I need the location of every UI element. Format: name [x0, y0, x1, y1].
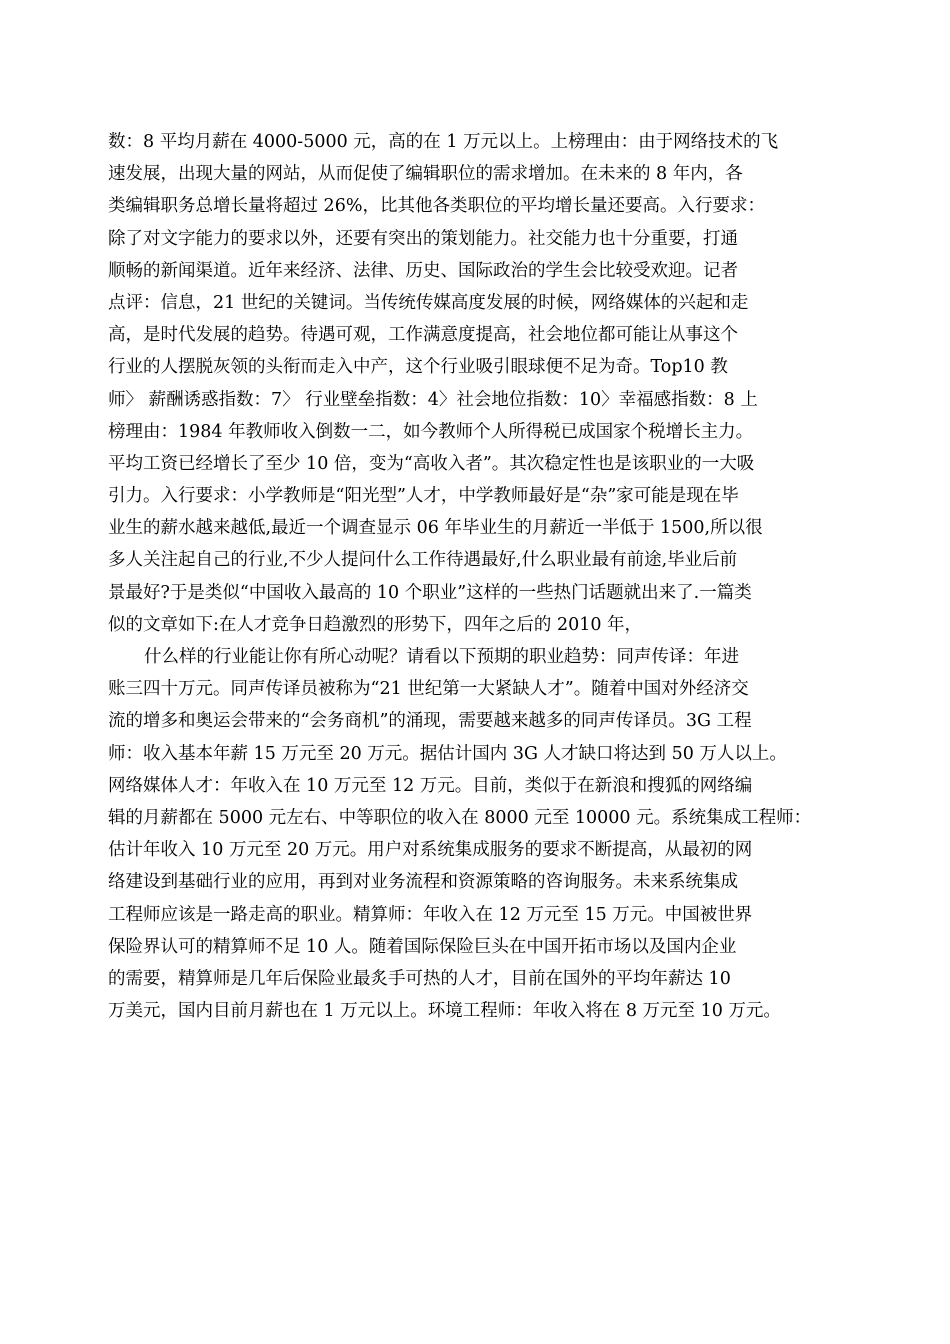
text-line: 络建设到基础行业的应用，再到对业务流程和资源策略的咨询服务。未来系统集成 — [108, 872, 738, 893]
text-line: 景最好?于是类似“中国收入最高的 10 个职业”这样的一些热门话题就出来了.一篇类 — [108, 582, 752, 603]
text-line: 账三四十万元。同声传译员被称为“21 世纪第一大紧缺人才”。随着中国对外经济交 — [108, 679, 749, 700]
text-line: 类编辑职务总增长量将超过 26%，比其他各类职位的平均增长量还要高。入行要求： — [108, 196, 765, 217]
text-line: 榜理由：1984 年教师收入倒数一二，如今教师个人所得税已成国家个税增长主力。 — [108, 421, 754, 442]
text-line: 辑的月薪都在 5000 元左右、中等职位的收入在 8000 元至 10000 元。系统集成工程师： — [108, 807, 812, 828]
text-line: 万美元，国内目前月薪也在 1 万元以上。环境工程师：年收入将在 8 万元至 10 万元。 — [108, 1001, 781, 1022]
text-line: 速发展，出现大量的网站，从而促使了编辑职位的需求增加。在未来的 8 年内，各 — [108, 164, 743, 185]
text-line: 顺畅的新闻渠道。近年来经济、法律、历史、国际政治的学生会比较受欢迎。记者 — [108, 260, 738, 281]
text-line: 多人关注起自己的行业,不少人提问什么工作待遇最好,什么职业最有前途,毕业后前 — [108, 550, 738, 571]
text-line: 数：8 平均月薪在 4000-5000 元，高的在 1 万元以上。上榜理由：由于网络技术的飞 — [108, 132, 779, 152]
paragraph-first-line: 什么样的行业能让你有所心动呢？请看以下预期的职业趋势：同声传译：年进 — [144, 647, 739, 667]
text-line: 师〉 薪酬诱惑指数：7〉 行业壁垒指数：4〉社会地位指数：10〉幸福感指数：8 上 — [108, 389, 758, 410]
text-line: 网络媒体人才：年收入在 10 万元至 12 万元。目前，类似于在新浪和搜狐的网络编 — [108, 775, 753, 796]
text-line: 工程师应该是一路走高的职业。精算师：年收入在 12 万元至 15 万元。中国被世界 — [108, 904, 753, 925]
text-line: 引力。入行要求：小学教师是“阳光型”人才，中学教师最好是“杂”家可能是现在毕 — [108, 486, 739, 507]
text-line: 估计年收入 10 万元至 20 万元。用户对系统集成服务的要求不断提高，从最初的网 — [108, 840, 753, 861]
text-line: 业生的薪水越来越低,最近一个调查显示 06 年毕业生的月薪近一半低于 1500,所以很 — [108, 518, 763, 539]
text-line: 点评：信息，21 世纪的关键词。当传统传媒高度发展的时候，网络媒体的兴起和走 — [108, 292, 749, 313]
text-line: 行业的人摆脱灰领的头衔而走入中产，这个行业吸引眼球便不足为奇。Top10 教 — [108, 357, 728, 378]
text-line: 除了对文字能力的要求以外，还要有突出的策划能力。社交能力也十分重要，打通 — [108, 228, 738, 249]
text-line: 流的增多和奥运会带来的“会务商机”的涌现，需要越来越多的同声传译员。3G 工程 — [108, 711, 752, 732]
text-line: 保险界认可的精算师不足 10 人。随着国际保险巨头在中国开拓市场以及国内企业 — [108, 936, 737, 957]
text-line: 的需要，精算师是几年后保险业最炙手可热的人才，目前在国外的平均年薪达 10 — [108, 968, 731, 989]
body-text — [108, 126, 868, 1027]
text-line: 高，是时代发展的趋势。待遇可观，工作满意度提高，社会地位都可能让从事这个 — [108, 325, 738, 346]
text-line: 平均工资已经增长了至少 10 倍，变为“高收入者”。其次稳定性也是该职业的一大吸 — [108, 453, 755, 474]
text-line: 师：收入基本年薪 15 万元至 20 万元。据估计国内 3G 人才缺口将达到 50 万人以上。 — [108, 743, 787, 764]
text-line: 似的文章如下:在人才竞争日趋激烈的形势下，四年之后的 2010 年， — [108, 614, 643, 635]
